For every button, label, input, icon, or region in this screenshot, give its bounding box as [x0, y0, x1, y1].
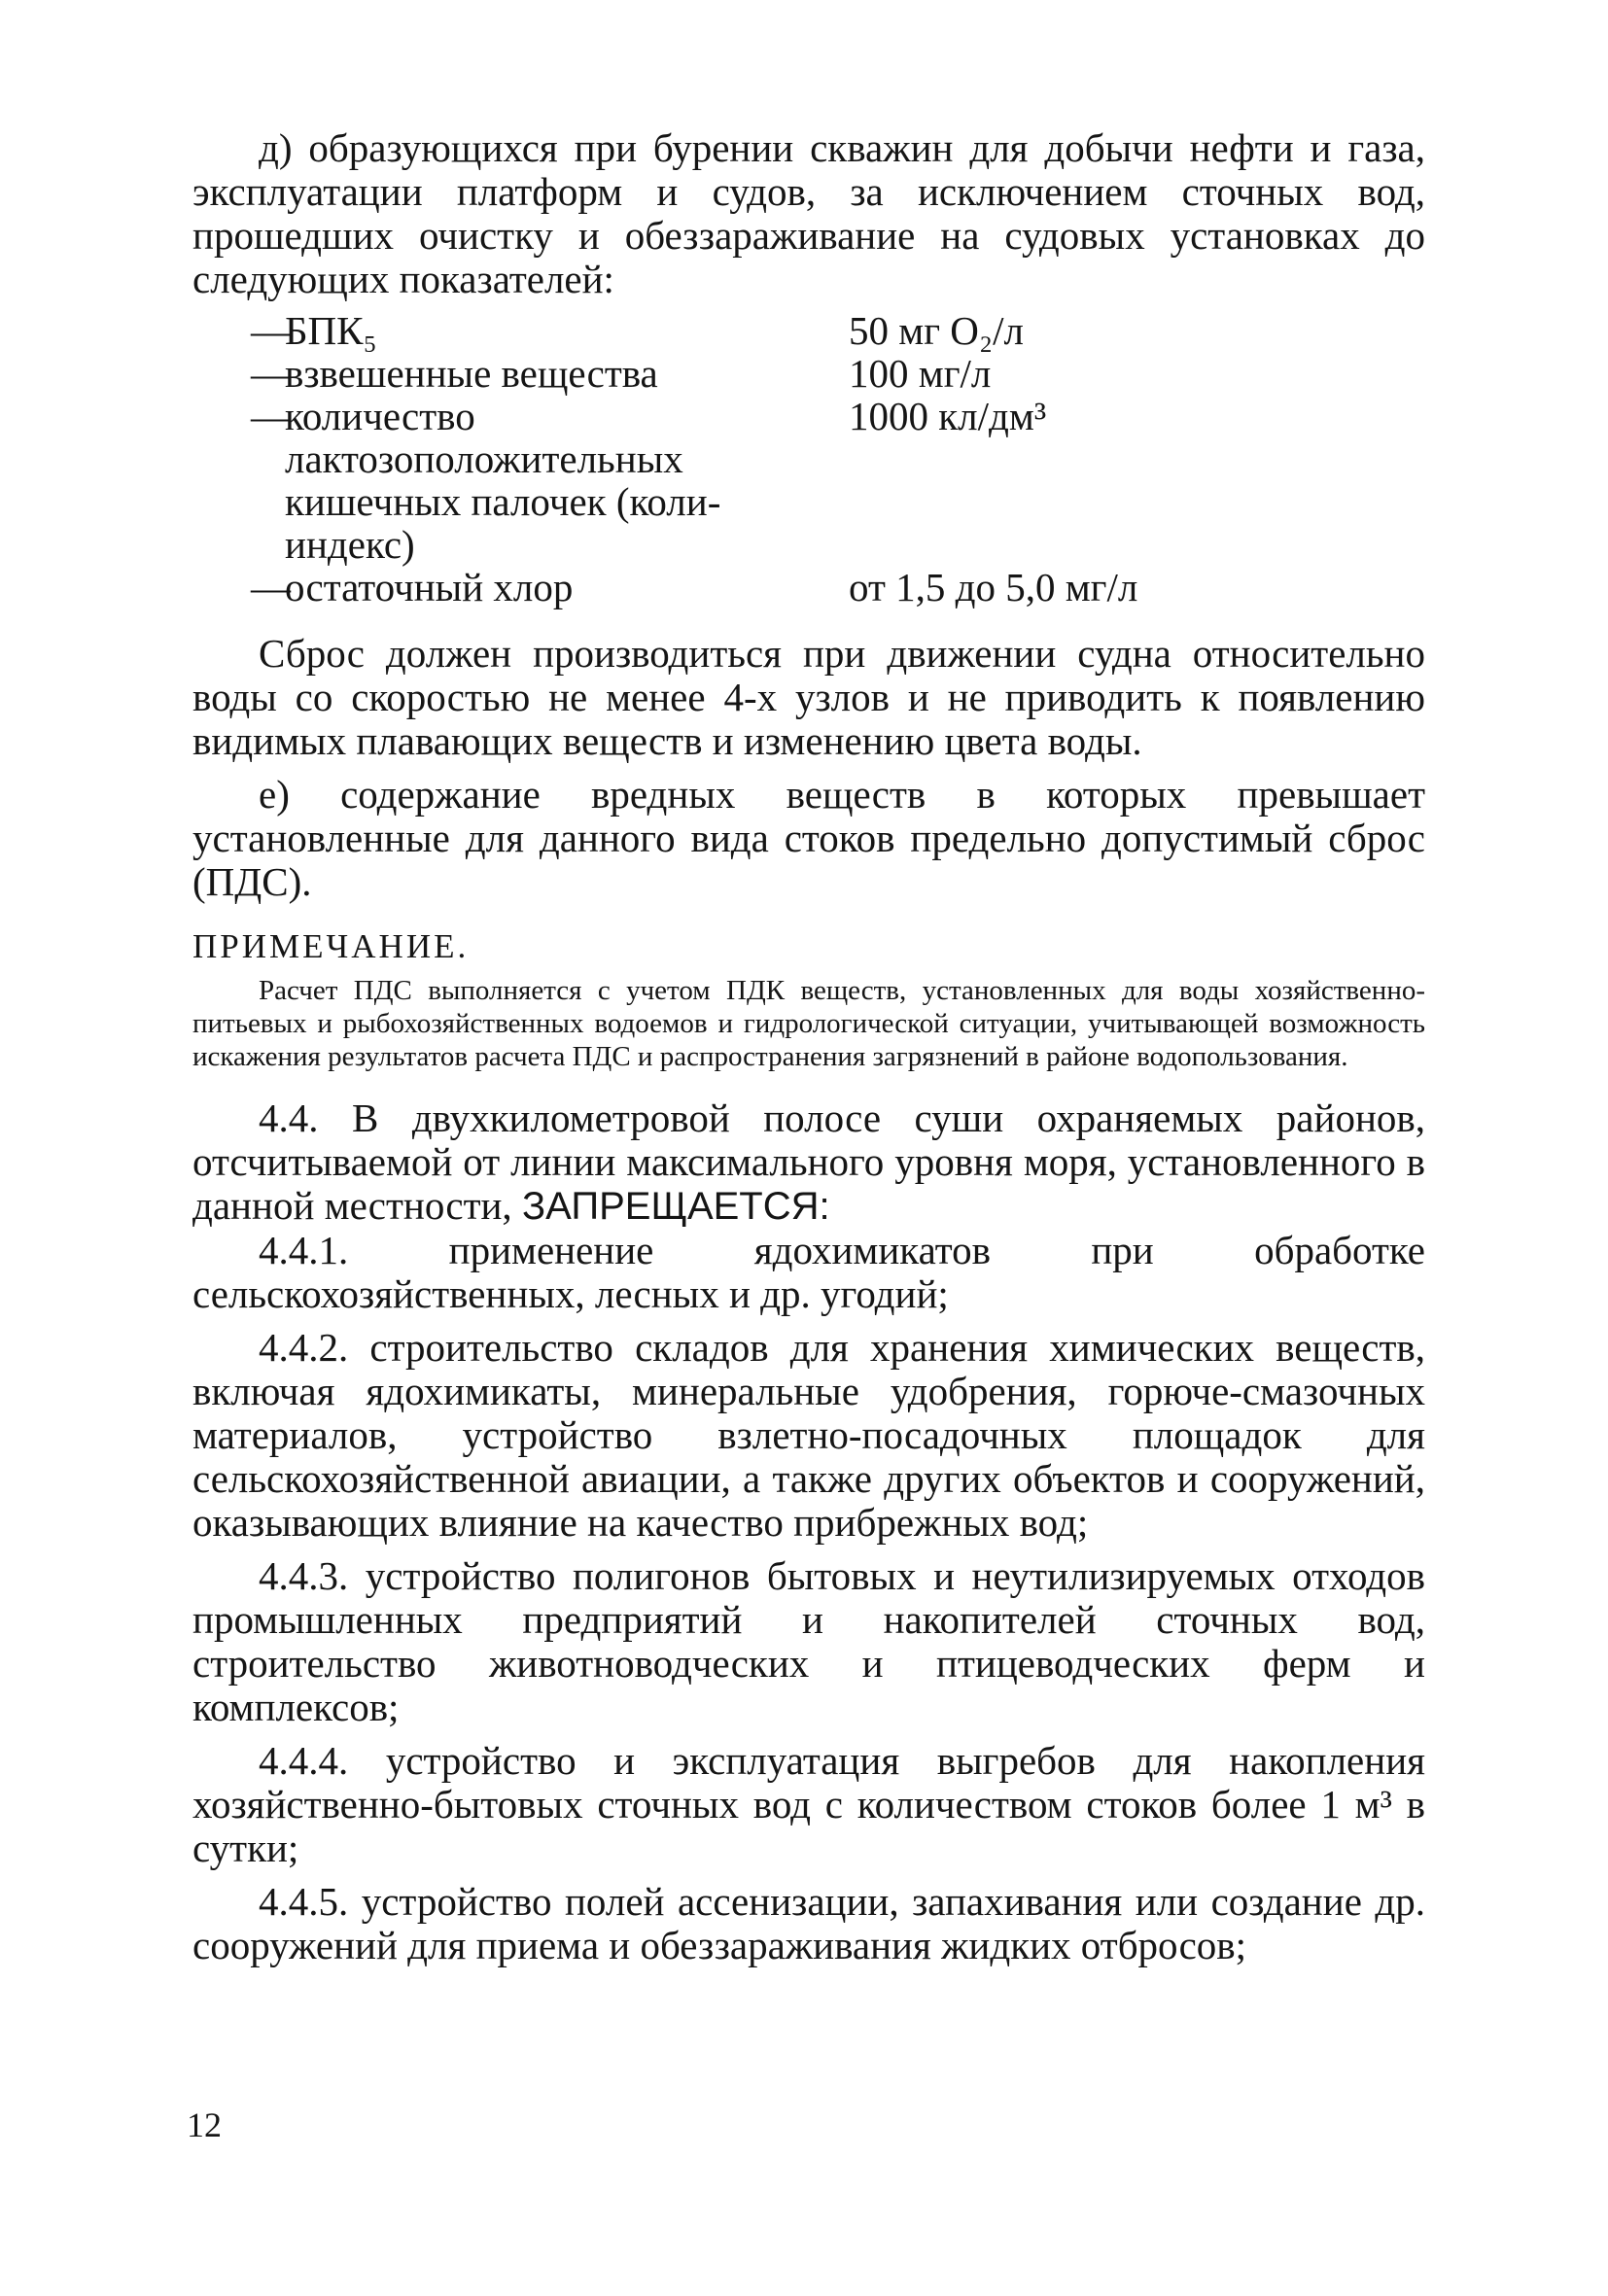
clause-4-4-4: 4.4.4. устройство и эксплуатация выгребов для накопления хозяйственно-бытовых сточных вод с количеством стоков более 1 м³ в сутки;	[192, 1738, 1425, 1870]
clause-4-4-5: 4.4.5. устройство полей ассенизации, запахивания или создание др. сооружений для приема и обеззараживания жидких отбросов;	[192, 1879, 1425, 1967]
note-title: ПРИМЕЧАНИЕ.	[192, 927, 470, 965]
row-dash: —	[251, 565, 291, 609]
indicator-value: 100 мг/л	[849, 351, 992, 396]
indicator-row	[192, 566, 1425, 609]
indicator-name: остаточный хлор	[285, 565, 574, 609]
row-dash: —	[251, 394, 291, 438]
section-4-4-text: 4.4. В двухкилометровой полосе суши охраняемых районов, отсчитываемой от линии максимального уровня моря, установленного в данной местности,	[192, 1096, 1425, 1228]
document-page	[192, 126, 1425, 1967]
indicator-name: взвешенные вещества	[285, 351, 658, 396]
indicator-value: 1000 кл/дм³	[849, 394, 1047, 438]
clause-4-4-1: 4.4.1. применение ядохимикатов при обработке сельскохозяйственных, лесных и др. угодий;	[192, 1228, 1425, 1316]
indicator-value: 50 мг О₂/л	[849, 308, 1025, 353]
indicator-row	[192, 352, 1425, 395]
section-4-4-paragraph	[192, 1096, 1425, 1229]
indicator-value: от 1,5 до 5,0 мг/л	[849, 565, 1138, 609]
page-number: 12	[187, 2105, 222, 2144]
indicator-row	[192, 395, 1425, 566]
prohibited-heading: ЗАПРЕЩАЕТСЯ:	[521, 1185, 830, 1228]
indicator-name: количество лактозоположительных кишечных палочек (коли-индекс)	[285, 394, 721, 567]
indicator-name: БПК₅	[285, 308, 377, 353]
row-dash: —	[251, 351, 291, 396]
intro-paragraph: д) образующихся при бурении скважин для добычи нефти и газа, эксплуатации платформ и судов, за исключением сточных вод, прошедших очистку и обеззараживание на судовых установках до следующих показателей:	[192, 125, 1425, 301]
clause-4-4-2: 4.4.2. строительство складов для хранения химических веществ, включая ядохимикаты, минеральные удобрения, горюче-смазочных материалов, устройство взлетно-посадочных площадок для сельскохозяйственной авиации, а также других объектов и сооружений, оказывающих влияние на качество прибрежных вод;	[192, 1325, 1425, 1545]
discharge-paragraph: Сброс должен производиться при движении судна относительно воды со скоростью не менее 4-х узлов и не приводить к появлению видимых плавающих веществ и изменению цвета воды.	[192, 631, 1425, 763]
note-text: Расчет ПДС выполняется с учетом ПДК веществ, установленных для воды хозяйственно-питьевых и рыбохозяйственных водоемов и гидрологической ситуации, учитывающей возможность искажения результатов расчета ПДС и распространения загрязнений в районе водопользования.	[192, 975, 1425, 1072]
indicator-row	[192, 309, 1425, 352]
clause-4-4-3: 4.4.3. устройство полигонов бытовых и неутилизируемых отходов промышленных предприятий и накопителей сточных вод, строительство животноводческих и птицеводческих ферм и комплексов;	[192, 1553, 1425, 1729]
row-dash: —	[251, 308, 291, 353]
indicators-table	[192, 309, 1425, 609]
item-e-paragraph: е) содержание вредных веществ в которых превышает установленные для данного вида стоков предельно допустимый сброс (ПДС).	[192, 772, 1425, 904]
